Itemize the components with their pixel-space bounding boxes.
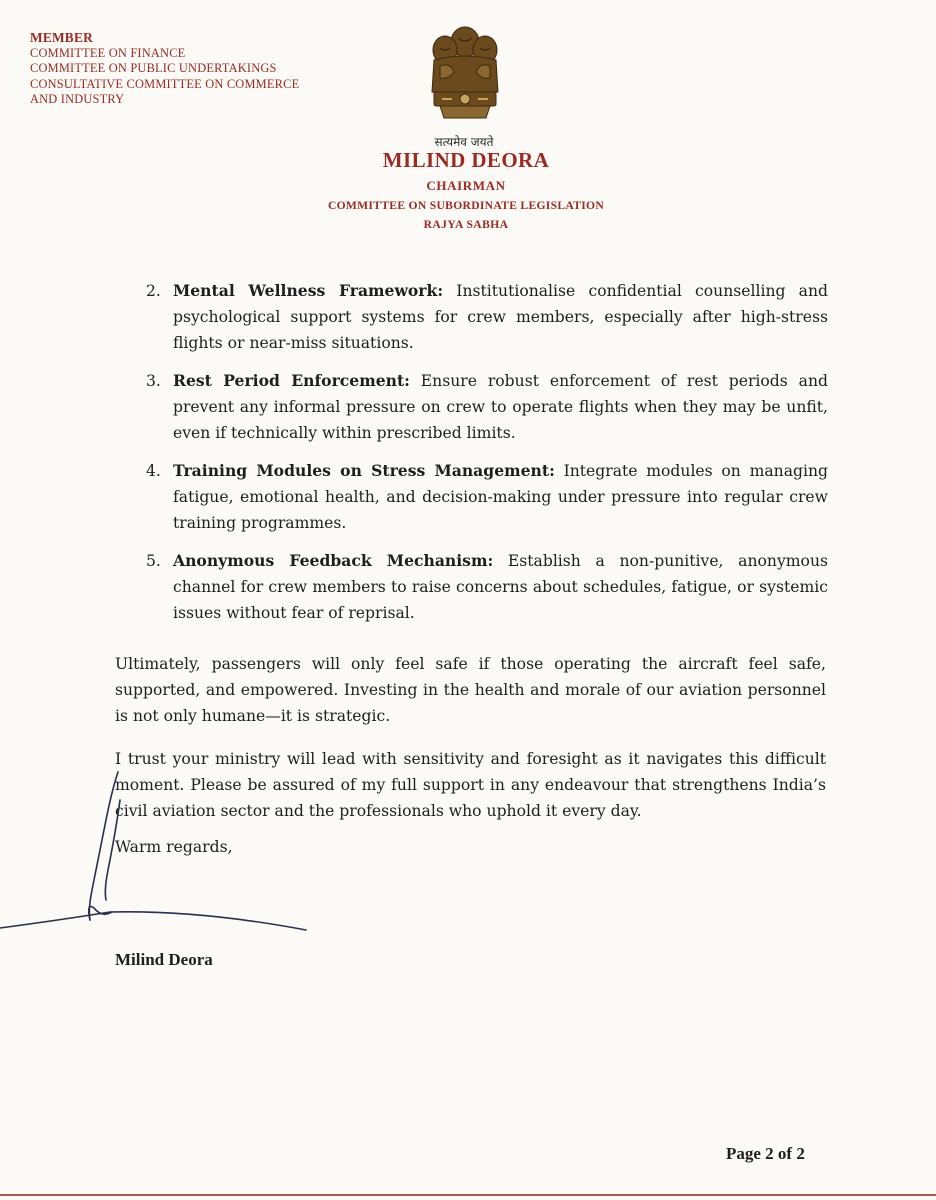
letterhead-name: MILIND DEORA (382, 148, 550, 172)
item-number: 3. (146, 372, 161, 390)
item-label: Training Modules on Stress Management: (173, 461, 555, 480)
membership-line: AND INDUSTRY (30, 92, 125, 107)
national-motto: सत्यमेव जयते (434, 135, 494, 149)
item-label: Anonymous Feedback Mechanism: (173, 551, 494, 570)
body-paragraph: I trust your ministry will lead with sensitivity and foresight as it navigates this difficult moment. Please be assured of my full support in any endeavour that strengthens India’s civil aviation sector and the professionals who uphold it every day. (115, 750, 826, 820)
member-title: MEMBER (30, 30, 93, 45)
item-text: Institutionalise confidential counselling and psychological support systems for crew members, especially after high-stress flights or near-miss situations. (173, 282, 829, 352)
membership-line: CONSULTATIVE COMMITTEE ON COMMERCE (30, 76, 300, 91)
item-text: Ensure robust enforcement of rest periods and prevent any informal pressure on crew to operate flights when they may be unfit, even if technically within prescribed limits. (173, 372, 828, 442)
membership-line: COMMITTEE ON FINANCE (30, 45, 186, 60)
item-number: 4. (146, 462, 161, 480)
item-label: Rest Period Enforcement: (173, 371, 410, 390)
item-number: 5. (146, 552, 161, 570)
list-item (140, 368, 828, 446)
item-number: 2. (146, 282, 161, 300)
page-number: Page 2 of 2 (726, 1144, 805, 1163)
signer-name: Milind Deora (115, 950, 213, 969)
national-emblem-icon (420, 22, 510, 134)
membership-block (30, 30, 299, 108)
letterhead-house: RAJYA SABHA (423, 218, 509, 231)
item-text: Establish a non-punitive, anonymous channel for crew members to raise concerns about schedules, fatigue, or systemic issues without fear of reprisal. (173, 552, 828, 622)
letterhead-committee: COMMITTEE ON SUBORDINATE LEGISLATION (327, 199, 605, 212)
recommendation-list (140, 278, 828, 638)
membership-line: COMMITTEE ON PUBLIC UNDERTAKINGS (30, 61, 277, 76)
item-text: Integrate modules on managing fatigue, emotional health, and decision-making under pressure into regular crew training programmes. (173, 462, 828, 532)
list-item (140, 548, 828, 626)
list-item (140, 458, 828, 536)
body-paragraph: Ultimately, passengers will only feel safe if those operating the aircraft feel safe, supported, and empowered. Investing in the health and morale of our aviation personnel is not only humane—it is strategic. (115, 655, 826, 725)
list-item (140, 278, 828, 356)
signature-mark (0, 760, 320, 960)
closing-salutation: Warm regards, (115, 838, 233, 856)
letterhead-role: CHAIRMAN (426, 178, 506, 193)
item-label: Mental Wellness Framework: (173, 281, 444, 300)
footer-rule (0, 1194, 936, 1196)
